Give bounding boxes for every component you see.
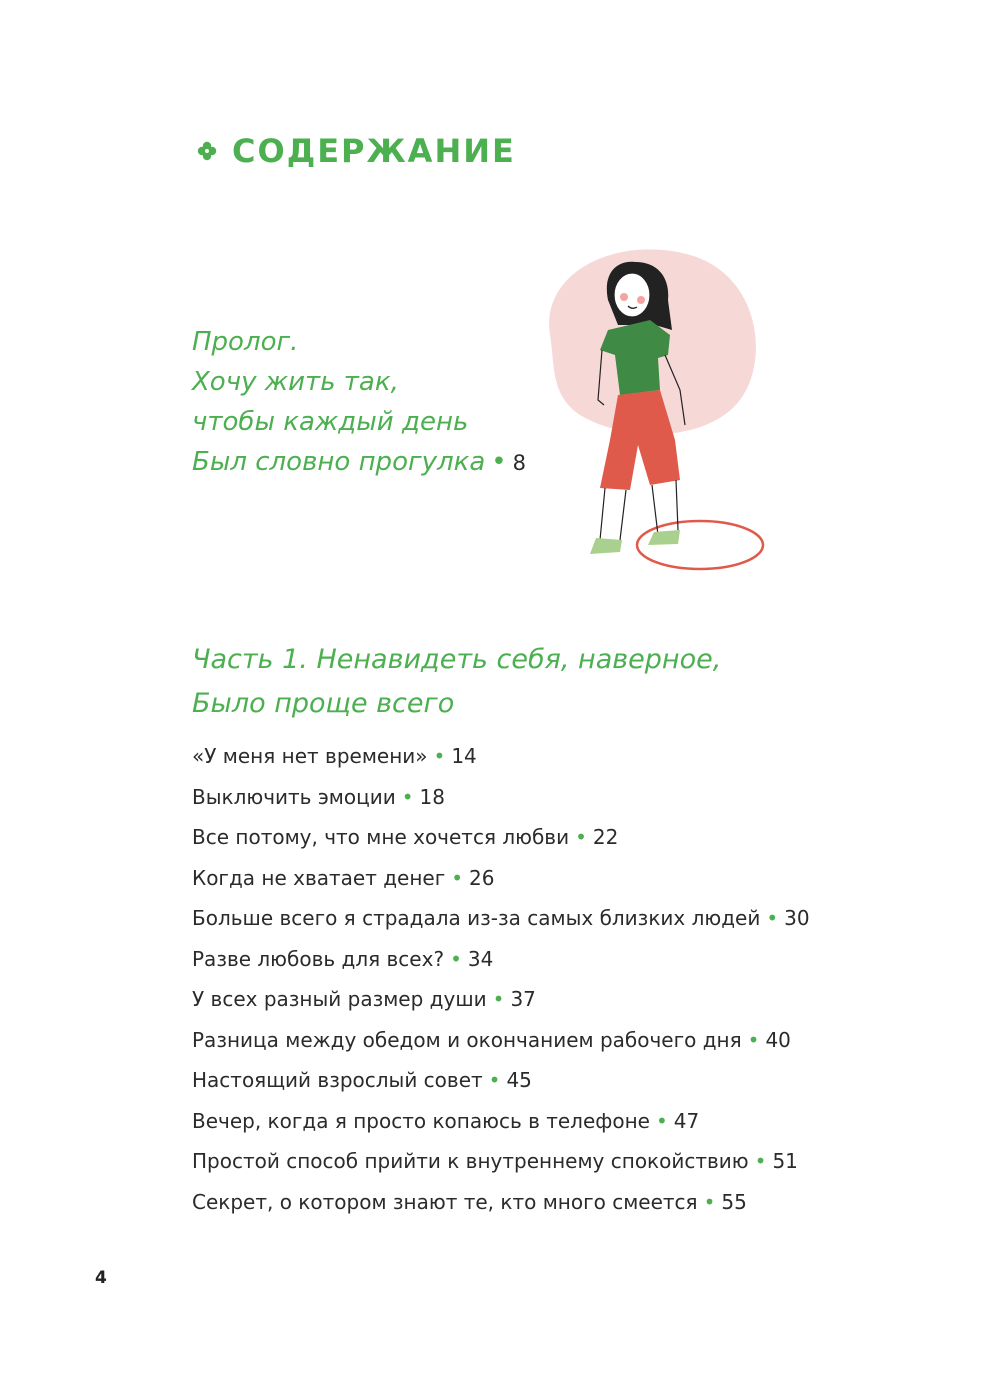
toc-item[interactable]: [192, 941, 810, 982]
page-title: СОДЕРЖАНИЕ: [232, 132, 516, 170]
bullet-dot: •: [492, 987, 505, 1011]
toc-page: 34: [467, 946, 494, 971]
toc-page: 45: [506, 1068, 532, 1092]
contents-heading: [196, 132, 516, 170]
toc-page: 47: [673, 1108, 700, 1133]
toc-title: Секрет, о котором знают те, кто много смеется: [192, 1189, 698, 1214]
toc-title: Настоящий взрослый совет: [192, 1068, 483, 1092]
toc-title: Все потому, что мне хочется любви: [192, 825, 570, 849]
toc-page: 18: [419, 784, 445, 809]
bullet-dot: •: [747, 1027, 760, 1052]
part-1-heading: [192, 638, 721, 726]
bullet-dot: •: [401, 784, 414, 809]
bullet-dot: •: [488, 1068, 501, 1092]
toc-item[interactable]: [192, 981, 810, 1022]
girl-illustration: [520, 240, 780, 580]
bullet-dot: •: [450, 946, 462, 971]
toc-page: 22: [592, 825, 619, 849]
toc-title: Выключить эмоции: [192, 784, 396, 809]
toc-item[interactable]: [192, 819, 810, 860]
toc-title: Разница между обедом и окончанием рабочего дня: [192, 1027, 742, 1052]
toc-page: 51: [772, 1149, 798, 1173]
toc-item[interactable]: [192, 1103, 810, 1144]
bullet-dot: •: [433, 744, 446, 768]
bullet-dot: •: [703, 1189, 716, 1214]
toc-list: [192, 738, 810, 1224]
clover-icon: [196, 140, 218, 162]
prolog-line: Был словно прогулка: [192, 447, 486, 477]
toc-item[interactable]: [192, 738, 810, 779]
toc-item[interactable]: [192, 1022, 810, 1063]
toc-title: Вечер, когда я просто копаюсь в телефоне: [192, 1108, 650, 1133]
toc-item[interactable]: [192, 1062, 810, 1103]
toc-title: У всех разный размер души: [192, 987, 487, 1011]
toc-page: 26: [469, 865, 495, 890]
bullet-dot: •: [575, 825, 587, 849]
toc-page: 30: [784, 906, 810, 930]
toc-title: «У меня нет времени»: [192, 744, 428, 768]
toc-title: Простой способ прийти к внутреннему спокойствию: [192, 1149, 749, 1173]
bullet-dot: •: [656, 1108, 668, 1133]
bullet-dot: •: [491, 447, 507, 477]
toc-item[interactable]: [192, 1184, 810, 1225]
part-line: Часть 1. Ненавидеть себя, наверное,: [192, 644, 722, 675]
toc-item[interactable]: [192, 779, 810, 820]
toc-page: 14: [451, 744, 477, 768]
page-number: 4: [95, 1268, 107, 1288]
part-line: Было проще всего: [192, 688, 455, 719]
prolog-entry[interactable]: [192, 322, 526, 483]
toc-page: 37: [510, 987, 536, 1011]
toc-page: 55: [721, 1189, 747, 1214]
toc-page: 40: [765, 1027, 791, 1052]
prolog-line: Пролог.: [192, 327, 299, 357]
toc-title: Разве любовь для всех?: [192, 946, 445, 971]
bullet-dot: •: [451, 865, 464, 890]
prolog-line: чтобы каждый день: [192, 407, 469, 437]
toc-item[interactable]: [192, 900, 810, 941]
prolog-page: 8: [512, 451, 526, 475]
prolog-line-last: [192, 442, 526, 483]
prolog-line: Хочу жить так,: [192, 367, 399, 397]
bullet-dot: •: [766, 906, 779, 930]
toc-item[interactable]: [192, 1143, 810, 1184]
toc-title: Когда не хватает денег: [192, 865, 446, 890]
toc-title: Больше всего я страдала из-за самых близких людей: [192, 906, 761, 930]
bullet-dot: •: [754, 1149, 767, 1173]
toc-item[interactable]: [192, 860, 810, 901]
